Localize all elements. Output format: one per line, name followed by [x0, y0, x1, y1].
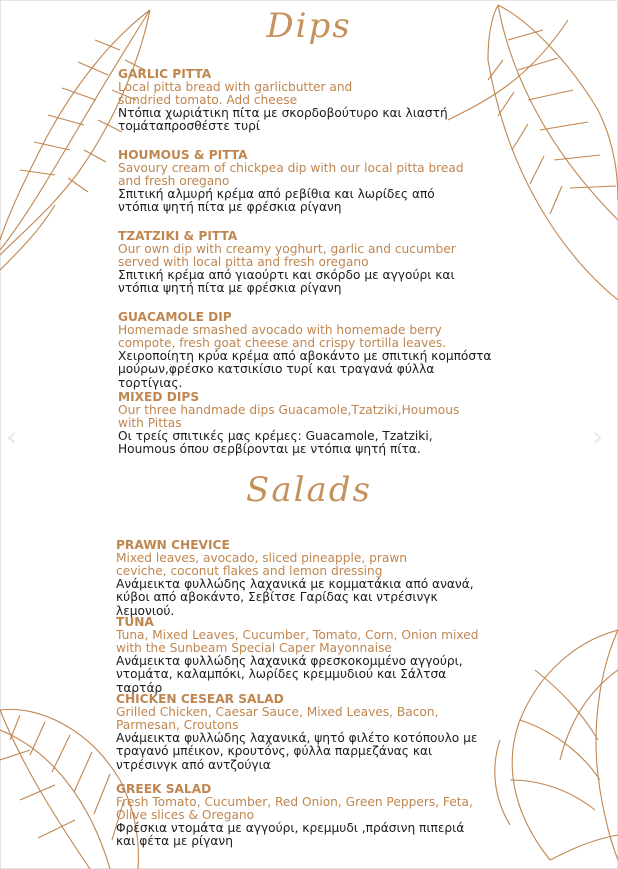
item-description-en: Our own dip with creamy yoghurt, garlic and cucumber served with local pitta and fresh oregano	[118, 242, 456, 269]
item-description-gr: Σπιτική αλμυρή κρέμα από ρεβίθια και λωρίδες από ντόπια ψητή πίτα με φρέσκια ρίγανη	[118, 186, 435, 215]
item-name: GUACAMOLE DIP	[118, 310, 232, 324]
section-title-salads: Salads	[246, 470, 372, 510]
menu-item-prawn-chevice	[116, 538, 506, 618]
item-name: CHICKEN CESEAR SALAD	[116, 692, 284, 706]
item-name: GREEK SALAD	[116, 782, 212, 796]
item-description-en: Tuna, Mixed Leaves, Cucumber, Tomato, Corn, Onion mixed with the Sunbeam Special Caper Mayonnaise	[116, 628, 479, 655]
item-description-en: Homemade smashed avocado with homemade berry compote, fresh goat cheese and crispy tortilla leaves.	[118, 323, 447, 350]
item-name: HOUMOUS & PITTA	[118, 148, 248, 162]
item-description-gr: Φρέσκια ντομάτα με αγγούρι, κρεμμυδι ,πράσινη πιπεριά και φέτα με ρίγανη	[116, 820, 465, 849]
item-description-en: Savoury cream of chickpea dip with our local pitta bread and fresh oregano	[118, 161, 464, 188]
item-description-gr: Οι τρείς σπιτικές μας κρέμες: Guacamole, Tzatziki, Houmous όπου σερβίρονται με ντόπια ψητή πίτα.	[118, 428, 433, 457]
item-description-gr: Ντόπια χωριάτικη πίτα με σκορδοβούτυρο και λιαστή τομάταπροσθέστε τυρί	[118, 105, 448, 134]
menu-item-greek-salad	[116, 782, 506, 849]
item-description-en: Grilled Chicken, Caesar Sauce, Mixed Leaves, Bacon, Parmesan, Croutons	[116, 705, 439, 732]
menu-item-mixed-dips	[118, 390, 508, 457]
item-name: GARLIC PITTA	[118, 67, 212, 81]
item-name: TUNA	[116, 615, 154, 629]
item-name: TZATZIKI & PITTA	[118, 229, 238, 243]
item-description-en: Our three handmade dips Guacamole,Tzatziki,Houmous with Pittas	[118, 403, 460, 430]
item-description-en: Mixed leaves, avocado, sliced pineapple, prawn ceviche, coconut flakes and lemon dressing	[116, 551, 408, 578]
item-name: PRAWN CHEVICE	[116, 538, 230, 552]
item-description-gr: Χειροποίητη κρύα κρέμα από αβοκάντο με σπιτική κομπόστα μούρων,φρέσκο κατσικίσιο τυρί και τραγανά φύλλα τορτίγιας.	[118, 348, 492, 390]
menu-item-tuna	[116, 615, 506, 695]
menu-item-tzatziki-pitta	[118, 229, 508, 296]
chevron-left-icon[interactable]: ‹	[6, 420, 18, 453]
menu-item-chicken-cesear-salad	[116, 692, 506, 772]
menu-item-houmous-pitta	[118, 148, 508, 215]
item-description-gr: Ανάμεικτα φυλλώδης λαχανικά, ψητό φιλέτο κοτόπουλο με τραγανό μπέικον, κρουτόνς, φύλλα παρμεζάνας και ντρέσινγκ από αντζούγια	[116, 730, 478, 772]
section-title-dips: Dips	[266, 6, 352, 46]
item-description-gr: Ανάμεικτα φυλλώδης λαχανικά φρεσκοκομμένο αγγούρι, ντομάτα, καλαμπόκι, λωρίδες κρεμμυδιού και Σάλτσα ταρτάρ	[116, 653, 463, 695]
item-name: MIXED DIPS	[118, 390, 200, 404]
item-description-gr: Σπιτική κρέμα από γιαούρτι και σκόρδο με αγγούρι και ντόπια ψητή πίτα με φρέσκια ρίγανη	[118, 267, 455, 296]
item-description-gr: Ανάμεικτα φυλλώδης λαχανικά με κομματάκια από ανανά, κύβοι από αβοκάντο, Σεβίτσε Γαρίδας και ντρέσινγκ λεμονιού.	[116, 576, 474, 618]
menu-item-garlic-pitta	[118, 67, 508, 134]
item-description-en: Fresh Tomato, Cucumber, Red Onion, Green Peppers, Feta, Olive slices & Oregano	[116, 795, 473, 822]
chevron-right-icon[interactable]: ›	[592, 420, 604, 453]
menu-item-guacamole-dip	[118, 310, 508, 390]
item-description-en: Local pitta bread with garlicbutter and sundried tomato. Add cheese	[118, 80, 353, 107]
